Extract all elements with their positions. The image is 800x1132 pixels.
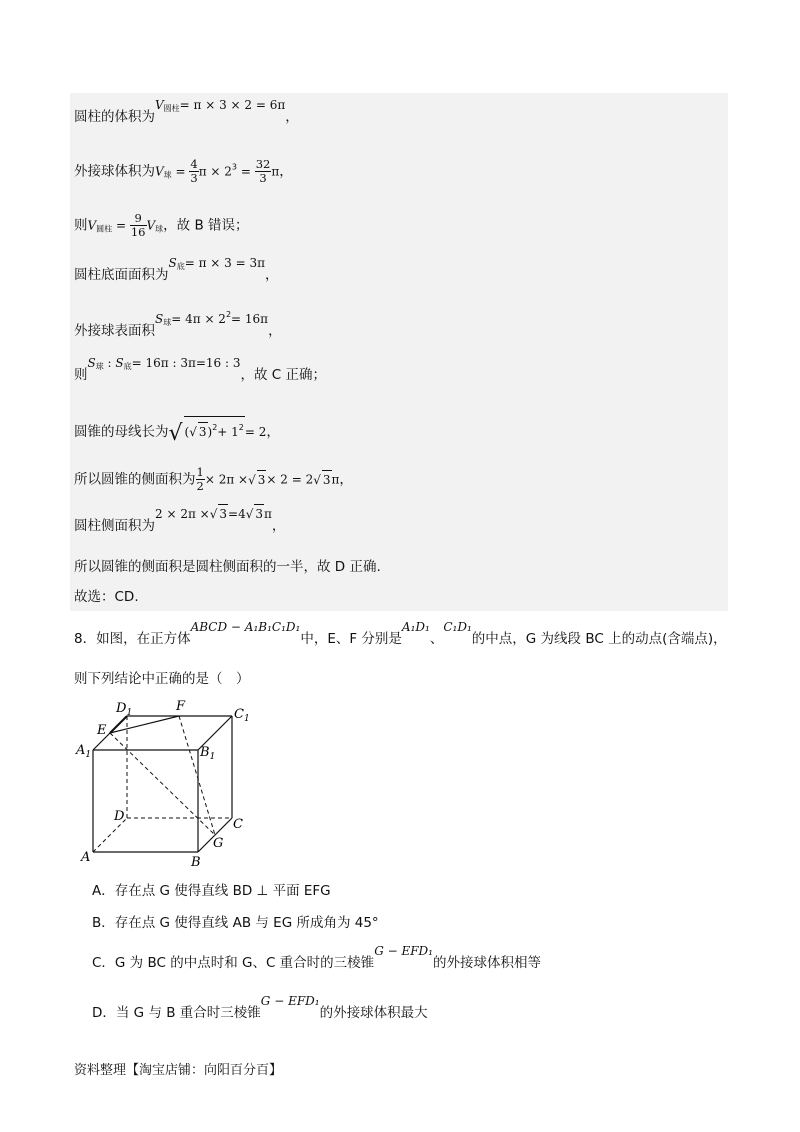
root-value: 3 <box>218 504 228 523</box>
solution-line-6: 则$S_球$ : $S_底= 16\pi$ : 3π=16 : 3，故 C 正确； <box>74 356 327 383</box>
formula: = 2 <box>244 425 267 439</box>
fraction: $\frac{1}{2}$ <box>196 465 204 493</box>
solution-line-11 <box>74 588 139 606</box>
formula: 2 × 2π × <box>155 507 210 521</box>
subscript: 圆柱 <box>96 224 113 234</box>
option-b: B．存在点 G 使得直线 AB 与 EG 所成角为 45° <box>92 915 379 931</box>
subscript: 球 <box>163 170 172 180</box>
solution-line-8: 所以圆锥的侧面积为 $\frac{1}{2}$ × 2π ×√ 3× 2 = 2√ 3π， <box>74 465 353 493</box>
text: 所以圆锥的侧面积是圆柱侧面积的一半，故 D 正确. <box>74 559 381 575</box>
answer-text: 故选：CD. <box>74 589 139 605</box>
solution-line-7: 圆锥的母线长为√ (√ $3)^2+ 1^2= 2$， <box>74 416 280 443</box>
subscript: 底 <box>176 262 185 271</box>
formula: G − EFD₁ <box>260 994 320 1008</box>
label-c: C <box>233 817 243 832</box>
label-d1: $D_1$ <box>116 701 133 718</box>
label-f: F <box>176 699 186 714</box>
segment-label: A₁D₁ <box>401 620 430 634</box>
root-value: 3 <box>257 470 267 489</box>
exponent: 2 <box>225 310 232 319</box>
subscript: 球 <box>155 224 164 234</box>
subscript: 球 <box>95 362 104 371</box>
formula: = 16π : 3π=16 : 3 <box>131 356 241 370</box>
solution-line-3: 则$V_{圆柱}$ = $\frac{9}{16}$ $V_球$，故 B 错误； <box>74 211 249 239</box>
text: 圆锥的母线长为 <box>74 424 169 440</box>
text: 则 <box>74 217 88 234</box>
label-g: G <box>213 836 224 851</box>
root-value: 3 <box>198 422 208 441</box>
subscript: 圆柱 <box>163 104 180 113</box>
label-b1: $B_1$ <box>200 745 216 762</box>
question-8-line-1: 8．如图，在正方体ABCD − A₁B₁C₁D₁中，E、F 分别是A₁D₁、C₁D₁的中点，G 为线段 BC 上的动点(含端点)， <box>74 620 727 647</box>
option-a: A．存在点 G 使得直线 BD ⊥ 平面 EFG <box>92 883 331 899</box>
text: 外接球体积为 <box>74 163 155 180</box>
text: ，故 C 正确； <box>240 367 327 383</box>
formula: G − EFD₁ <box>374 944 433 958</box>
exponent: 3 <box>231 162 237 172</box>
label-c1: $C_1$ <box>234 707 250 724</box>
solution-line-10 <box>74 558 381 576</box>
label-d: D <box>114 809 125 824</box>
formula: = π × 3 × 2 = 6π <box>179 98 286 112</box>
fraction: $\frac{9}{16}$ <box>130 211 146 239</box>
text: 则 <box>74 367 88 383</box>
segment-ef <box>110 716 179 733</box>
text: ，故 B 错误； <box>163 217 249 234</box>
segment-label: C₁D₁ <box>443 620 472 634</box>
formula: π × 2 <box>198 164 232 179</box>
solution-line-9: 圆柱侧面积为2 × 2π ×√ 3=4√ 3π， <box>74 516 285 535</box>
text: 外接球表面积 <box>74 323 155 339</box>
fraction: $\frac{32}{3}$ <box>255 157 271 185</box>
cube-figure <box>70 694 260 872</box>
text: 中，E、F 分别是 <box>300 631 402 647</box>
solution-line-5: 外接球表面积$S_球= 4\pi \times 2^2= 16\pi$， <box>74 310 282 339</box>
formula: = π × 3 = 3π <box>184 256 266 270</box>
label-b: B <box>191 855 201 870</box>
question-number: 8．如图，在正方体 <box>74 631 191 647</box>
label-a: A <box>81 850 91 865</box>
formula: =4 <box>228 507 246 521</box>
fraction: $\frac{4}{3}$ <box>190 157 198 185</box>
solution-line-2: 外接球体积为$V_球$ = $\frac{4}{3}$ $\pi \times 2^3$ = $\frac{32}{3}$ π， <box>74 157 293 185</box>
comma: ， <box>285 109 299 125</box>
formula: × 2π × <box>204 472 249 487</box>
label-e: E <box>97 723 107 738</box>
cube-name: ABCD − A₁B₁C₁D₁ <box>190 620 301 634</box>
solution-line-1: 圆柱的体积为$V_{圆柱}= \pi \times 3 \times 2 = 6\pi$， <box>74 98 299 125</box>
subscript: 球 <box>163 318 172 327</box>
text: 圆柱底面面积为 <box>74 267 169 283</box>
formula: = 16π <box>231 312 269 326</box>
text: 圆柱侧面积为 <box>74 518 155 534</box>
text: 圆柱的体积为 <box>74 109 155 125</box>
subscript: 底 <box>123 362 132 371</box>
text: 的中点，G 为线段 BC 上的动点(含端点)， <box>471 631 727 647</box>
question-prompt: 则下列结论中正确的是（ ） <box>74 671 250 687</box>
formula: = 4π × 2 <box>171 312 226 326</box>
exponent: 2 <box>212 423 218 432</box>
option-c: C．G 为 BC 的中点时和 G、C 重合时的三棱锥G − EFD₁的外接球体积相等 <box>92 944 541 971</box>
formula: × 2 = 2 <box>266 472 314 487</box>
label-a1: $A_1$ <box>76 743 92 760</box>
text: 所以圆锥的侧面积为 <box>74 471 196 488</box>
solution-line-4: 圆柱底面面积为$S_底= \pi \times 3 = 3\pi$， <box>74 256 279 283</box>
footer-text: 资料整理【淘宝店铺：向阳百分百】 <box>74 1063 283 1078</box>
formula: + 1 <box>217 425 239 439</box>
question-8-line-2 <box>74 670 250 688</box>
option-d: D．当 G 与 B 重合时三棱锥G − EFD₁的外接球体积最大 <box>92 994 428 1021</box>
